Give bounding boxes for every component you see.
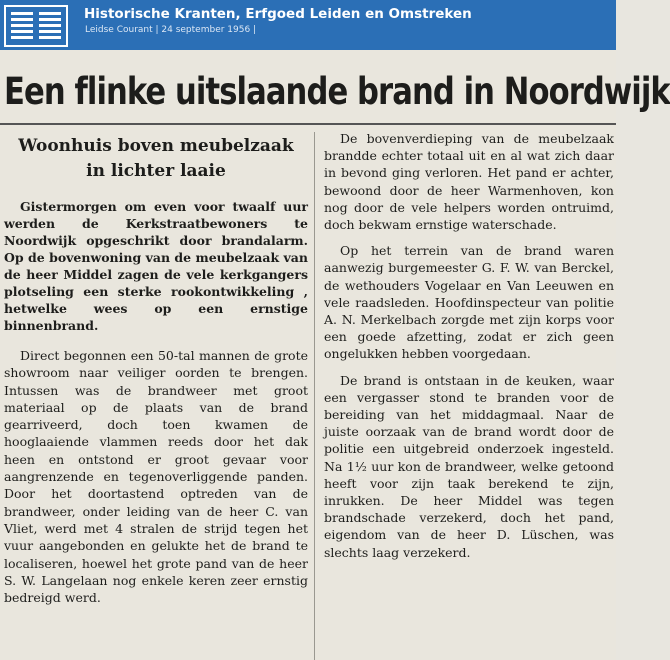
- newspaper-page: [0, 50, 670, 660]
- article-paragraph: Direct begonnen een 50-tal mannen de grote showroom naar veiliger oorden te brengen. Intussen was de brandweer met groot materiaal op de plaats van de brand gearriveerd, doch toen kwamen de hooglaaiende vlammen reeds door het dak heen en ontstond er groot gevaar voor aangrenzende en tegenoverliggende panden. Door het doortastend optreden van de brandweer, onder leiding van de heer C. van Vliet, werd met 4 stralen de strijd tegen het vuur aangebonden en gelukte het de brand te localiseren, hoewel het grote pand van de heer S. W. Langelaan nog enkele keren zeer ernstig bedreigd werd.: [4, 348, 308, 606]
- newspaper-icon[interactable]: [4, 5, 68, 47]
- article-paragraph: De brand is ontstaan in de keuken, waar een vergasser stond te branden voor de bereiding van het middagmaal. Naar de juiste oorzaak van de brand wordt door de politie een uitgebreid onderzoek ingesteld. Na 1½ uur kon de brandweer, welke getoond heeft voor zijn taak berekend te zijn, inrukken. De heer Middel was tegen brandschade verzekerd, doch het pand, eigendom van de heer D. Lüschen, was slechts laag verzekerd.: [324, 372, 614, 560]
- article-column-right: [324, 130, 614, 570]
- article-column-left: [4, 134, 308, 615]
- article-paragraph: De bovenverdieping van de meubelzaak brandde echter totaal uit en al wat zich daar in bevond ging verloren. Het pand er achter, bewoond door de heer Warmenhoven, kon nog door de vele helpers worden ontruimd, doch bekwam ernstige waterschade.: [324, 131, 614, 233]
- site-title[interactable]: Historische Kranten, Erfgoed Leiden en Omstreken: [84, 6, 472, 22]
- article-lead: Gistermorgen om even voor twaalf uur werden de Kerkstraatbewoners te Noordwijk opgeschrikt door brandalarm. Op de bovenwoning van de meubelzaak van de heer Middel zagen de vele kerkgangers plotseling een sterke rookontwikkeling , hetwelke wees op een ernstige binnenbrand.: [4, 199, 308, 333]
- top-bar: [0, 0, 616, 50]
- article-subhead: [4, 134, 308, 184]
- breadcrumb: Leidse Courant | 24 september 1956 |: [85, 25, 257, 35]
- subhead-line-2: in lichter laaie: [86, 161, 226, 181]
- column-divider: [314, 132, 315, 660]
- article-headline: Een flinke uitslaande brand in Noordwijk: [4, 70, 670, 113]
- headline-rule: [0, 123, 616, 125]
- subhead-line-1: Woonhuis boven meubelzaak: [18, 136, 294, 156]
- article-paragraph: Op het terrein van de brand waren aanwezig burgemeester G. F. W. van Berckel, de wethouders Vogelaar en Van Leeuwen en vele raadsleden. Hoofdinspecteur van politie A. N. Merkelbach zorgde met zijn korps voor een goede afzetting, zodat er zich geen ongelukken hebben voorgedaan.: [324, 243, 614, 362]
